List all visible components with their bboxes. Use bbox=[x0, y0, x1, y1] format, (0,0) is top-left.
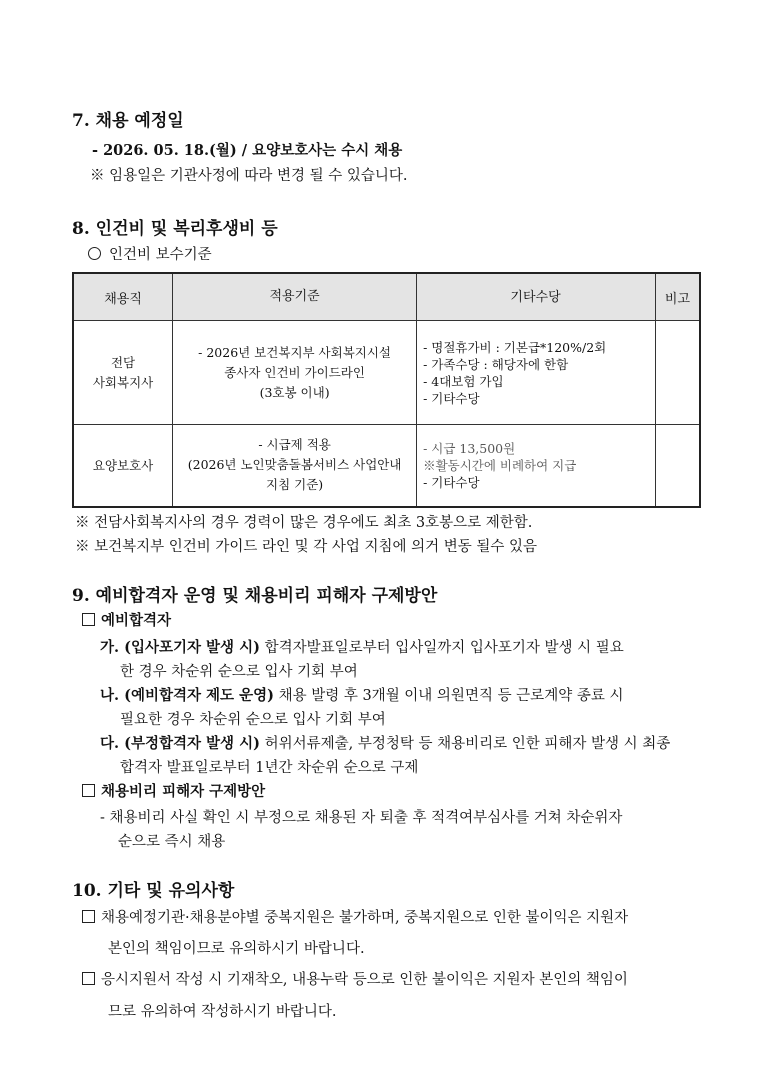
job-cell bbox=[73, 321, 173, 425]
basis-text: 지침 기준) bbox=[266, 477, 324, 493]
checkbox-square-icon bbox=[82, 613, 95, 626]
allowance-cell bbox=[417, 321, 656, 425]
section-9-heading: 9. 예비합격자 운영 및 채용비리 피해자 구제방안 bbox=[72, 586, 438, 606]
allowance-cell bbox=[417, 425, 656, 507]
item-ga-continued: 한 경우 차순위 순으로 입사 기회 부여 bbox=[120, 664, 358, 680]
item-na-text: 채용 발령 후 3개월 이내 의원면직 등 근로계약 종료 시 bbox=[273, 688, 624, 704]
remark-cell bbox=[655, 425, 700, 507]
basis-text: (3호봉 이내) bbox=[259, 384, 330, 400]
salary-standard-subtitle: 인건비 보수기준 bbox=[88, 243, 212, 264]
allowance-text: - 4대보험 가입 bbox=[423, 373, 504, 389]
basis-text: 종사자 인건비 가이드라인 bbox=[224, 364, 365, 380]
notice-item-2: 응시지원서 작성 시 기재착오, 내용누락 등으로 인한 불이익은 지원자 본인의 책임이 bbox=[82, 968, 628, 989]
job-text: 사회복지사 bbox=[92, 374, 154, 390]
item-da-text: 허위서류제출, 부정청탁 등 채용비리로 인한 피해자 발생 시 최종 bbox=[259, 736, 671, 752]
table-row bbox=[73, 425, 700, 507]
hire-date-line: - 2026. 05. 18.(월) / 요양보호사는 수시 채용 bbox=[92, 142, 403, 159]
salary-table bbox=[72, 272, 701, 508]
allowance-text: - 가족수당 : 해당자에 한함 bbox=[423, 356, 569, 372]
item-ga-label: 가. (입사포기자 발생 시) bbox=[100, 639, 260, 656]
section-8-heading: 8. 인건비 및 복리후생비 등 bbox=[72, 219, 278, 239]
job-text: 요양보호사 bbox=[92, 458, 154, 474]
notice-item-1-continued: 본인의 책임이므로 유의하시기 바랍니다. bbox=[108, 941, 365, 957]
salary-note-1: ※ 전담사회복지사의 경우 경력이 많은 경우에도 최초 3호봉으로 제한함. bbox=[75, 515, 533, 531]
table-header-row bbox=[73, 273, 700, 321]
item-ga-text: 합격자발표일로부터 입사일까지 입사포기자 발생 시 필요 bbox=[259, 640, 624, 656]
item-na bbox=[100, 684, 623, 705]
remedy-line-1: - 채용비리 사실 확인 시 부정으로 채용된 자 퇴출 후 적격여부심사를 거쳐 차순위자 bbox=[100, 810, 623, 826]
checkbox-square-icon bbox=[82, 910, 95, 923]
allowance-text: ※활동시간에 비례하여 지급 bbox=[423, 457, 577, 473]
section-10-heading: 10. 기타 및 유의사항 bbox=[72, 881, 235, 901]
table-header: 적용기준 bbox=[173, 273, 417, 321]
notice-item-2-continued: 므로 유의하여 작성하시기 바랍니다. bbox=[108, 1004, 337, 1020]
item-ga bbox=[100, 636, 624, 657]
allowance-text: - 기타수당 bbox=[423, 474, 480, 490]
item-da-continued: 합격자 발표일로부터 1년간 차순위 순으로 구제 bbox=[120, 760, 419, 776]
basis-text: - 2026년 보건복지부 사회복지시설 bbox=[198, 344, 392, 360]
remark-cell bbox=[655, 321, 700, 425]
table-header: 비고 bbox=[655, 273, 700, 321]
basis-cell bbox=[173, 425, 417, 507]
reserve-candidate-title: 예비합격자 bbox=[82, 609, 171, 630]
notice-item-1: 채용예정기관·채용분야별 중복지원은 불가하며, 중복지원으로 인한 불이익은 지원자 bbox=[82, 906, 628, 927]
item-da-label: 다. (부정합격자 발생 시) bbox=[100, 735, 260, 752]
allowance-text: - 기타수당 bbox=[423, 390, 480, 406]
circle-bullet-icon bbox=[88, 247, 101, 260]
remedy-line-2: 순으로 즉시 채용 bbox=[118, 834, 226, 850]
allowance-text: - 시급 13,500원 bbox=[423, 440, 516, 456]
item-da bbox=[100, 732, 670, 753]
basis-text: - 시급제 적용 bbox=[258, 437, 331, 453]
job-text: 전담 bbox=[110, 354, 136, 370]
item-na-label: 나. (예비합격자 제도 운영) bbox=[100, 687, 274, 704]
hire-date-note: ※ 임용일은 기관사정에 따라 변경 될 수 있습니다. bbox=[90, 168, 408, 184]
table-row bbox=[73, 321, 700, 425]
basis-text: (2026년 노인맞춤돌봄서비스 사업안내 bbox=[187, 457, 402, 473]
table-header: 채용직 bbox=[73, 273, 173, 321]
item-na-continued: 필요한 경우 차순위 순으로 입사 기회 부여 bbox=[120, 712, 386, 728]
victim-remedy-title: 채용비리 피해자 구제방안 bbox=[82, 780, 265, 801]
table-header: 기타수당 bbox=[417, 273, 656, 321]
checkbox-square-icon bbox=[82, 972, 95, 985]
job-cell bbox=[73, 425, 173, 507]
allowance-text: - 명절휴가비 : 기본급*120%/2회 bbox=[423, 339, 607, 355]
section-7-heading: 7. 채용 예정일 bbox=[72, 111, 184, 131]
checkbox-square-icon bbox=[82, 784, 95, 797]
salary-note-2: ※ 보건복지부 인건비 가이드 라인 및 각 사업 지침에 의거 변동 될수 있음 bbox=[75, 539, 538, 555]
basis-cell bbox=[173, 321, 417, 425]
